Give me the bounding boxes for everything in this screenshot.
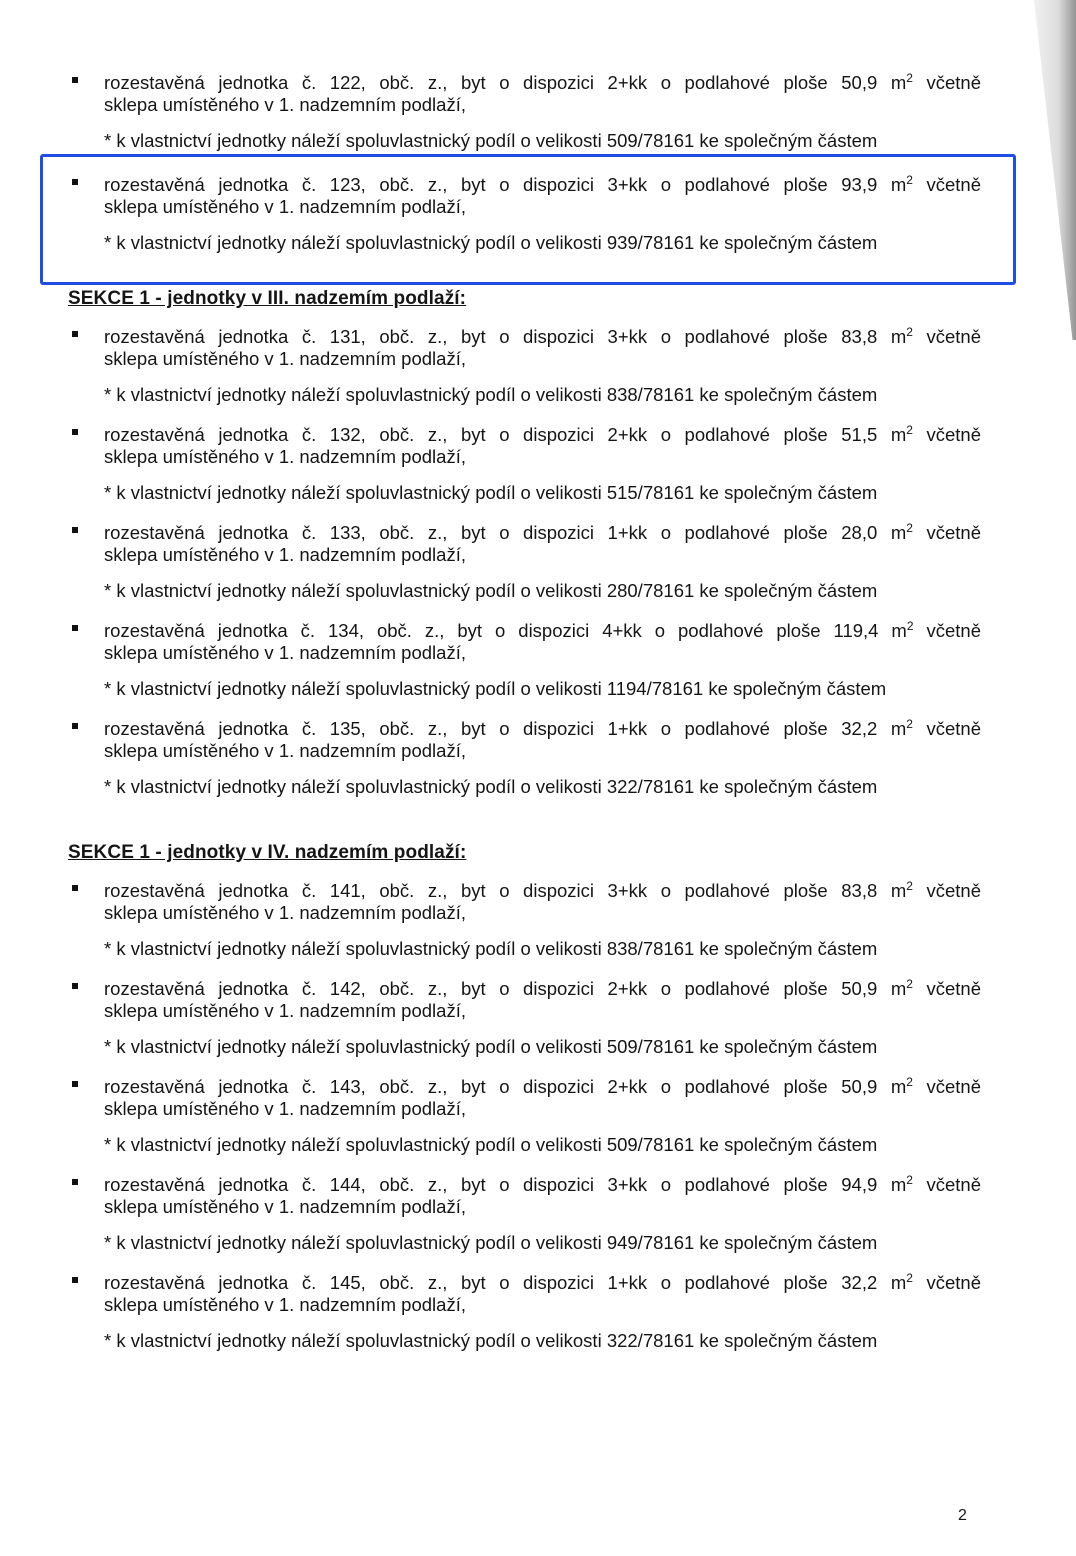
bullet-icon bbox=[72, 1277, 78, 1283]
unit-share: * k vlastnictví jednotky náleží spoluvlastnický podíl o velikosti 939/78161 ke společným částem bbox=[104, 232, 878, 253]
unit-share: * k vlastnictví jednotky náleží spoluvlastnický podíl o velikosti 509/78161 ke společným částem bbox=[104, 130, 878, 151]
unit-description: rozestavěná jednotka č. 133, obč. z., byt o dispozici 1+kk o podlahové ploše 28,0 $m^2$ včetně bbox=[104, 520, 981, 543]
bullet-icon bbox=[72, 429, 78, 435]
unit-131 bbox=[66, 326, 981, 406]
unit-cellar-line: sklepa umístěného v 1. nadzemním podlaží, bbox=[104, 348, 466, 369]
unit-share: * k vlastnictví jednotky náleží spoluvlastnický podíl o velikosti 1194/78161 ke společným částem bbox=[104, 678, 887, 699]
unit-cellar-line: sklepa umístěného v 1. nadzemním podlaží, bbox=[104, 94, 466, 115]
unit-134 bbox=[66, 620, 981, 700]
unit-description: rozestavěná jednotka č. 142, obč. z., byt o dispozici 2+kk o podlahové ploše 50,9 $m^2$ včetně bbox=[104, 976, 981, 999]
unit-share: * k vlastnictví jednotky náleží spoluvlastnický podíl o velikosti 322/78161 ke společným částem bbox=[104, 1330, 878, 1351]
unit-145 bbox=[66, 1272, 981, 1352]
unit-cellar-line: sklepa umístěného v 1. nadzemním podlaží, bbox=[104, 740, 466, 761]
unit-cellar-line: sklepa umístěného v 1. nadzemním podlaží, bbox=[104, 1098, 466, 1119]
unit-description: rozestavěná jednotka č. 135, obč. z., byt o dispozici 1+kk o podlahové ploše 32,2 $m^2$ včetně bbox=[104, 716, 981, 739]
unit-share: * k vlastnictví jednotky náleží spoluvlastnický podíl o velikosti 509/78161 ke společným částem bbox=[104, 1134, 878, 1155]
unit-description: rozestavěná jednotka č. 122, obč. z., byt o dispozici 2+kk o podlahové ploše 50,9 $m^2$ včetně bbox=[104, 70, 981, 93]
bullet-icon bbox=[72, 331, 78, 337]
unit-cellar-line: sklepa umístěného v 1. nadzemním podlaží, bbox=[104, 1196, 466, 1217]
unit-135 bbox=[66, 718, 981, 798]
unit-cellar-line: sklepa umístěného v 1. nadzemním podlaží, bbox=[104, 1294, 466, 1315]
section-heading-3: SEKCE 1 - jednotky v III. nadzemím podlaží: bbox=[68, 288, 467, 309]
unit-description: rozestavěná jednotka č. 143, obč. z., byt o dispozici 2+kk o podlahové ploše 50,9 $m^2$ včetně bbox=[104, 1074, 981, 1097]
unit-133 bbox=[66, 522, 981, 602]
unit-142 bbox=[66, 978, 981, 1058]
section-heading-4: SEKCE 1 - jednotky v IV. nadzemím podlaží: bbox=[68, 842, 467, 863]
unit-132 bbox=[66, 424, 981, 504]
bullet-icon bbox=[72, 1081, 78, 1087]
unit-description: rozestavěná jednotka č. 144, obč. z., byt o dispozici 3+kk o podlahové ploše 94,9 $m^2$ včetně bbox=[104, 1172, 981, 1195]
unit-122 bbox=[66, 72, 981, 152]
highlight-box bbox=[40, 154, 1016, 285]
unit-share: * k vlastnictví jednotky náleží spoluvlastnický podíl o velikosti 515/78161 ke společným částem bbox=[104, 482, 878, 503]
unit-cellar-line: sklepa umístěného v 1. nadzemním podlaží, bbox=[104, 1000, 466, 1021]
unit-description: rozestavěná jednotka č. 141, obč. z., byt o dispozici 3+kk o podlahové ploše 83,8 $m^2$ včetně bbox=[104, 878, 981, 901]
unit-cellar-line: sklepa umístěného v 1. nadzemním podlaží, bbox=[104, 902, 466, 923]
unit-144 bbox=[66, 1174, 981, 1254]
unit-143 bbox=[66, 1076, 981, 1156]
unit-share: * k vlastnictví jednotky náleží spoluvlastnický podíl o velikosti 509/78161 ke společným částem bbox=[104, 1036, 878, 1057]
bullet-icon bbox=[72, 527, 78, 533]
bullet-icon bbox=[72, 885, 78, 891]
bullet-icon bbox=[72, 983, 78, 989]
unit-141 bbox=[66, 880, 981, 960]
unit-cellar-line: sklepa umístěného v 1. nadzemním podlaží, bbox=[104, 642, 466, 663]
page-edge-shadow bbox=[1006, 0, 1076, 340]
unit-share: * k vlastnictví jednotky náleží spoluvlastnický podíl o velikosti 322/78161 ke společným částem bbox=[104, 776, 878, 797]
unit-share: * k vlastnictví jednotky náleží spoluvlastnický podíl o velikosti 280/78161 ke společným částem bbox=[104, 580, 878, 601]
unit-description: rozestavěná jednotka č. 134, obč. z., byt o dispozici 4+kk o podlahové ploše 119,4 $m^2$ včetně bbox=[104, 618, 981, 641]
unit-description: rozestavěná jednotka č. 131, obč. z., byt o dispozici 3+kk o podlahové ploše 83,8 $m^2$ včetně bbox=[104, 324, 981, 347]
bullet-icon bbox=[72, 77, 78, 83]
unit-cellar-line: sklepa umístěného v 1. nadzemním podlaží, bbox=[104, 544, 466, 565]
bullet-icon bbox=[72, 1179, 78, 1185]
unit-cellar-line: sklepa umístěného v 1. nadzemním podlaží, bbox=[104, 446, 466, 467]
bullet-icon bbox=[72, 723, 78, 729]
unit-description: rozestavěná jednotka č. 132, obč. z., byt o dispozici 2+kk o podlahové ploše 51,5 $m^2$ včetně bbox=[104, 422, 981, 445]
unit-description: rozestavěná jednotka č. 123, obč. z., byt o dispozici 3+kk o podlahové ploše 93,9 $m^2$ včetně bbox=[104, 172, 981, 195]
unit-share: * k vlastnictví jednotky náleží spoluvlastnický podíl o velikosti 838/78161 ke společným částem bbox=[104, 938, 878, 959]
unit-cellar-line: sklepa umístěného v 1. nadzemním podlaží, bbox=[104, 196, 466, 217]
unit-share: * k vlastnictví jednotky náleží spoluvlastnický podíl o velikosti 838/78161 ke společným částem bbox=[104, 384, 878, 405]
unit-description: rozestavěná jednotka č. 145, obč. z., byt o dispozici 1+kk o podlahové ploše 32,2 $m^2$ včetně bbox=[104, 1270, 981, 1293]
bullet-icon bbox=[72, 625, 78, 631]
page-number: 2 bbox=[958, 1507, 967, 1524]
unit-share: * k vlastnictví jednotky náleží spoluvlastnický podíl o velikosti 949/78161 ke společným částem bbox=[104, 1232, 878, 1253]
